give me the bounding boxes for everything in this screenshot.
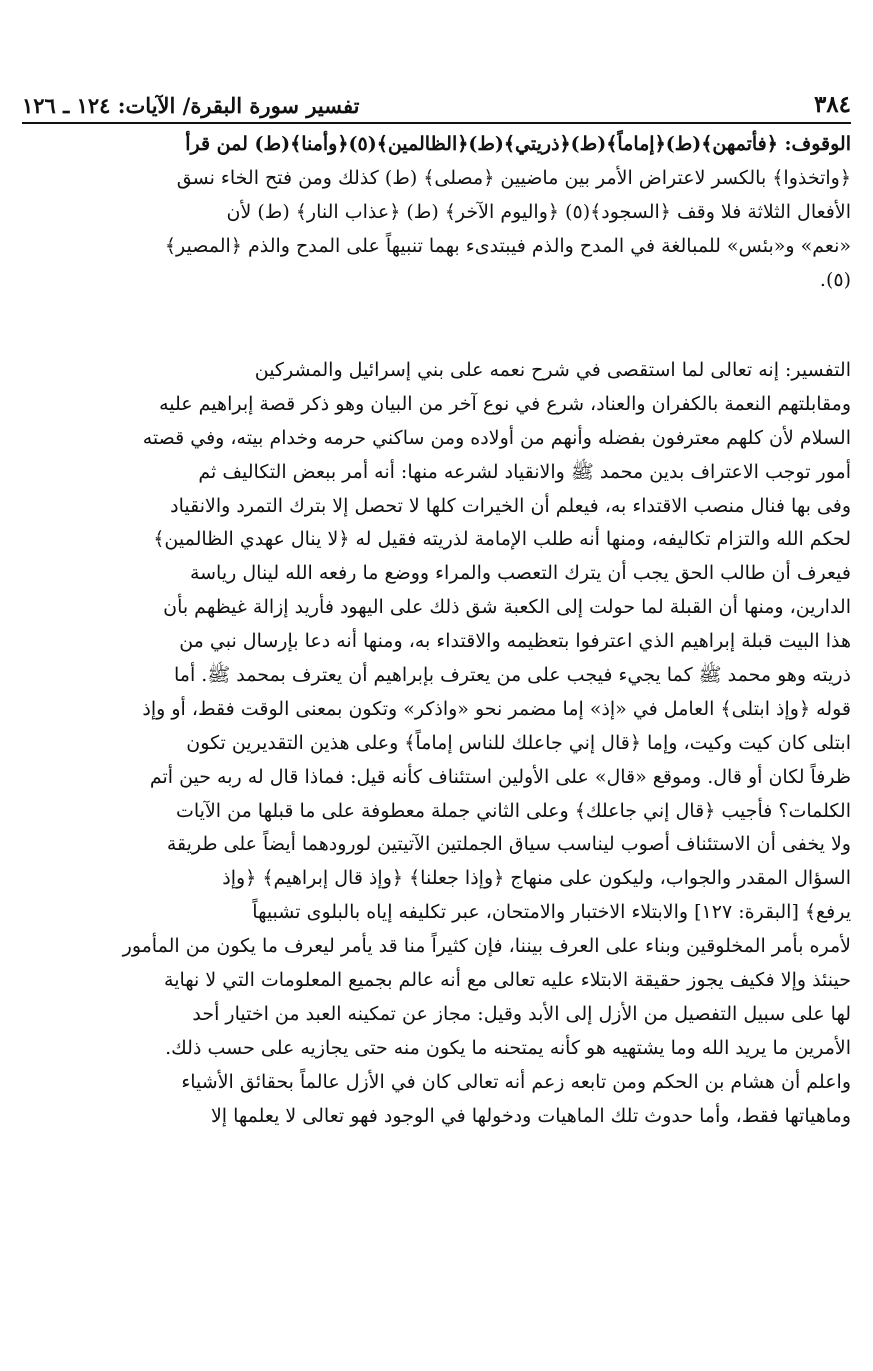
waqf-section bbox=[22, 128, 851, 297]
tafsir-line: هذا البيت قبلة إبراهيم الذي اعترفوا بتعظيمه والاقتداء به، ومنها أنه دعا بإرسال نبي من bbox=[179, 630, 851, 653]
page-header bbox=[22, 82, 851, 124]
tafsir-line: ذريته وهو محمد ﷺ كما يجيء فيجب على من يعترف بإبراهيم أن يعترف بمحمد ﷺ. أما bbox=[173, 664, 851, 687]
tafsir-line: الأمرين ما يريد الله وما يشتهيه هو كأنه يمتحنه ما يكون منه حتى يجازيه على حسب ذلك. bbox=[165, 1036, 851, 1059]
running-title: تفسير سورة البقرة/ الآيات: ١٢٤ ـ ١٢٦ bbox=[22, 93, 360, 118]
tafsir-line: ولا يخفى أن الاستئناف أصوب ليناسب سياق الجملتين الآتيتين لورودهما أيضاً على طريقة bbox=[166, 833, 851, 856]
tafsir-line: السؤال المقدر والجواب، وليكون على منهاج ﴿وإذا جعلنا﴾ ﴿وإذ قال إبراهيم﴾ ﴿وإذ bbox=[222, 867, 851, 890]
tafsir-line: وماهياتها فقط، وأما حدوث تلك الماهيات ودخولها في الوجود فهو تعالى لا يعلمها إلا bbox=[210, 1104, 851, 1127]
tafsir-line: قوله ﴿وإذ ابتلى﴾ العامل في «إذ» إما مضمر نحو «واذكر» وتكون بمعنى الوقت فقط، أو وإذ bbox=[142, 697, 851, 720]
tafsir-line: ومقابلتهم النعمة بالكفران والعناد، شرع في نوع آخر من البيان وهو ذكر قصة إبراهيم عليه bbox=[159, 392, 851, 415]
tafsir-line: لها على سبيل التفصيل من الأزل إلى الأبد وقيل: مجاز عن تمكينه العبد من اختيار أحد bbox=[192, 1002, 851, 1025]
tafsir-line: لأمره بأمر المخلوقين وبناء على العرف بيننا، فإن كثيراً منا قد يأمر ليعرف ما يكون من المأمور bbox=[122, 935, 851, 958]
tafsir-line: الكلمات؟ فأجيب ﴿قال إني جاعلك﴾ وعلى الثاني جملة معطوفة على ما قبلها من الآيات bbox=[175, 799, 851, 822]
waqf-line: (٥). bbox=[819, 268, 851, 291]
page-number: ٣٨٤ bbox=[813, 91, 851, 118]
tafsir-line: الدارين، ومنها أن القبلة لما حولت إلى الكعبة شق ذلك على اليهود فأريد إزالة غيظهم بأن bbox=[163, 596, 851, 619]
tafsir-line: ابتلى كان كيت وكيت، وإما ﴿قال إني جاعلك للناس إماماً﴾ وعلى هذين التقديرين تكون bbox=[186, 731, 851, 754]
tafsir-line: ظرفاً لكان أو قال. وموقع «قال» على الأولين استئناف كأنه قيل: فماذا قال له ربه حين أتم bbox=[149, 765, 851, 788]
tafsir-line: وفى بها فنال منصب الاقتداء به، فيعلم أن الخيرات كلها لا تحصل إلا بترك التمرد والانقياد bbox=[170, 494, 851, 517]
tafsir-line: السلام لأن كلهم معترفون بفضله وأنهم من أولاده ومن ساكني حرمه وخدام بيته، وفي قصته bbox=[142, 426, 851, 449]
tafsir-line: أمور توجب الاعتراف بدين محمد ﷺ والانقياد لشرعه منها: أنه أمر ببعض التكاليف ثم bbox=[198, 460, 851, 483]
waqf-line: الأفعال الثلاثة فلا وقف ﴿السجود﴾(٥) ﴿واليوم الآخر﴾ (ط) ﴿عذاب النار﴾ (ط) لأن bbox=[226, 200, 851, 223]
tafsir-line: حينئذ وإلا فكيف يجوز حقيقة الابتلاء عليه تعالى مع أنه عالم بجميع المعلومات التي لا نهاية bbox=[164, 969, 851, 992]
waqf-line: الوقوف: ﴿فأتمهن﴾(ط)﴿إماماً﴾(ط)﴿ذريتي﴾(ط)﴿الظالمين﴾(٥)﴿وأمنا﴾(ط) لمن قرأ bbox=[185, 133, 851, 155]
tafsir-section bbox=[22, 354, 851, 1133]
tafsir-line: يرفع﴾ [البقرة: ١٢٧] والابتلاء الاختبار والامتحان، عبر تكليفه إياه بالبلوى تشبيهاً bbox=[252, 901, 851, 924]
tafsir-line: فيعرف أن طالب الحق يجب أن يترك التعصب والمراء ووضع ما رفعه الله لينال رياسة bbox=[189, 562, 851, 585]
waqf-line: «نعم» و«بئس» للمبالغة في المدح والذم فيبتدىء بهما تنبيهاً على المدح والذم ﴿المصير﴾ bbox=[164, 234, 851, 257]
tafsir-line: التفسير: إنه تعالى لما استقصى في شرح نعمه على بني إسرائيل والمشركين bbox=[254, 359, 851, 381]
tafsir-line: لحكم الله والتزام تكاليفه، ومنها أنه طلب الإمامة لذريته فقيل له ﴿لا ينال عهدي الظالمين﴾ bbox=[153, 528, 851, 551]
tafsir-line: واعلم أن هشام بن الحكم ومن تابعه زعم أنه تعالى كان في الأزل عالماً بحقائق الأشياء bbox=[181, 1070, 851, 1093]
waqf-line: ﴿واتخذوا﴾ بالكسر لاعتراض الأمر بين ماضيين ﴿مصلى﴾ (ط) كذلك ومن فتح الخاء نسق bbox=[176, 166, 851, 189]
